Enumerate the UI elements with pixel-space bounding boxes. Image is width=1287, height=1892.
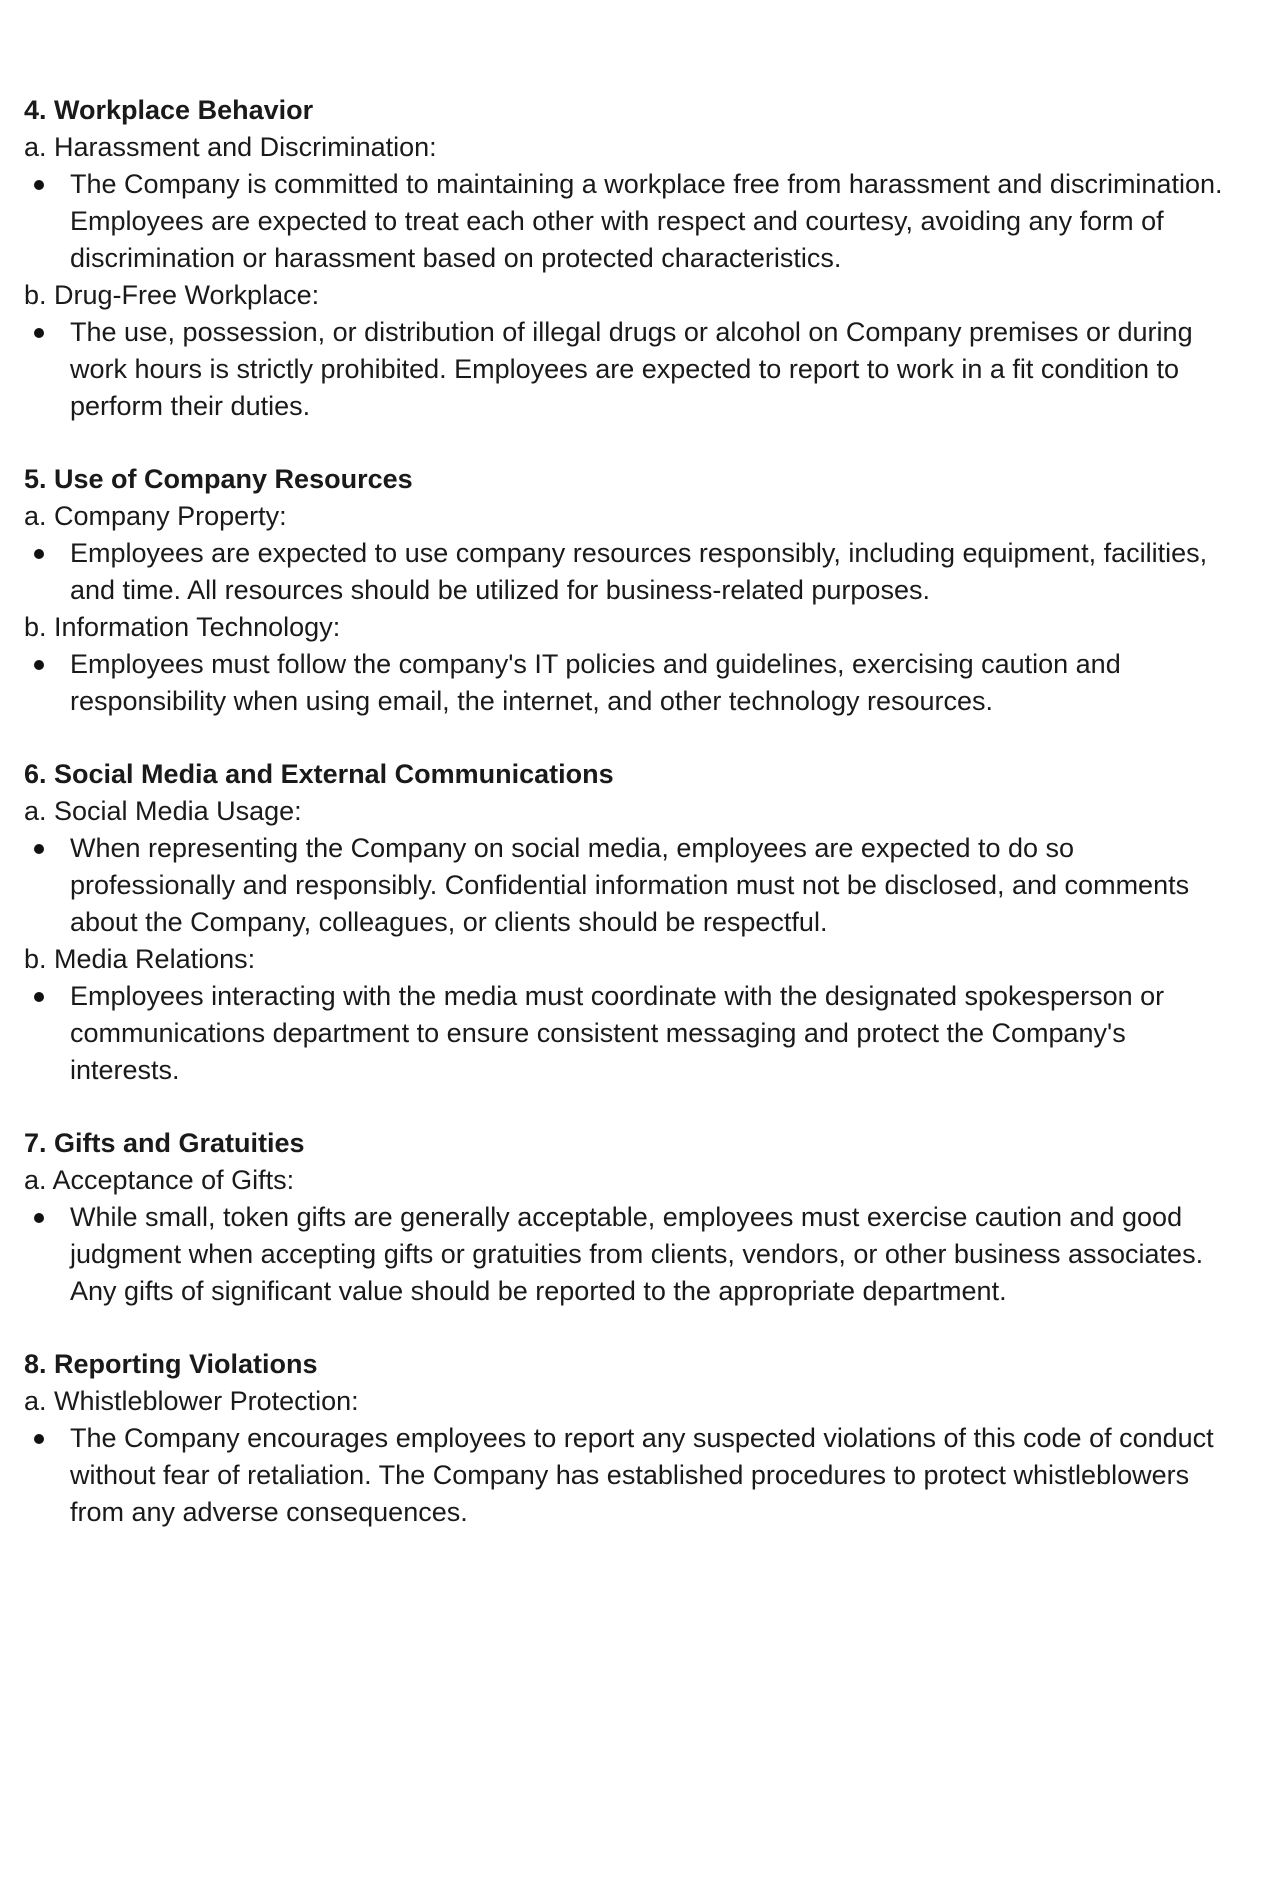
bullet-text: Employees are expected to use company resources responsibly, including equipment, facilities, and time. All resources should be utilized for business-related purposes.: [70, 538, 1208, 605]
subsection-label: a. Whistleblower Protection:: [24, 1386, 359, 1416]
section-workplace-behavior: [24, 92, 1244, 425]
section-heading: 8. Reporting Violations: [24, 1349, 318, 1379]
bullet-dot-icon: [34, 549, 44, 559]
bullet-text: The Company encourages employees to report any suspected violations of this code of conduct without fear of retaliation. The Company has established procedures to protect whistleblowers from any adverse consequences.: [70, 1423, 1214, 1527]
bullet-dot-icon: [34, 660, 44, 670]
bullet-text: Employees interacting with the media must coordinate with the designated spokesperson or communications department to ensure consistent messaging and protect the Company's interests.: [70, 981, 1165, 1085]
subsection-label: a. Acceptance of Gifts:: [24, 1165, 295, 1195]
bullet-item: [24, 166, 1230, 277]
subsection-label: a. Social Media Usage:: [24, 796, 302, 826]
section-heading: 5. Use of Company Resources: [24, 464, 413, 494]
bullet-text: The Company is committed to maintaining a workplace free from harassment and discrimination. Employees are expected to treat each other with respect and courtesy, avoiding any form of discrimination or harassment based on protected characteristics.: [70, 169, 1223, 273]
document-page: [24, 92, 1244, 1567]
bullet-item: [24, 314, 1230, 425]
subsection-label: b. Information Technology:: [24, 612, 341, 642]
section-heading: 6. Social Media and External Communications: [24, 759, 614, 789]
bullet-dot-icon: [34, 992, 44, 1002]
section-heading: 7. Gifts and Gratuities: [24, 1128, 305, 1158]
subsection-label: a. Harassment and Discrimination:: [24, 132, 437, 162]
section-heading: 4. Workplace Behavior: [24, 95, 314, 125]
section-gifts-and-gratuities: [24, 1125, 1244, 1310]
section-social-media: [24, 756, 1244, 1089]
bullet-dot-icon: [34, 1213, 44, 1223]
bullet-item: [24, 535, 1230, 609]
bullet-text: While small, token gifts are generally acceptable, employees must exercise caution and good judgment when accepting gifts or gratuities from clients, vendors, or other business associates. Any gifts of significant value should be reported to the appropriate department.: [70, 1202, 1204, 1306]
bullet-item: [24, 646, 1230, 720]
bullet-text: When representing the Company on social media, employees are expected to do so professionally and responsibly. Confidential information must not be disclosed, and comments about the Company, colleagues, or clients should be respectful.: [70, 833, 1190, 937]
bullet-text: The use, possession, or distribution of illegal drugs or alcohol on Company premises or during work hours is strictly prohibited. Employees are expected to report to work in a fit condition to perform their duties.: [70, 317, 1193, 421]
bullet-text: Employees must follow the company's IT policies and guidelines, exercising caution and responsibility when using email, the internet, and other technology resources.: [70, 649, 1121, 716]
subsection-label: a. Company Property:: [24, 501, 287, 531]
subsection-label: b. Drug-Free Workplace:: [24, 280, 320, 310]
section-use-of-company-resources: [24, 461, 1244, 720]
bullet-dot-icon: [34, 1434, 44, 1444]
bullet-dot-icon: [34, 328, 44, 338]
bullet-item: [24, 830, 1230, 941]
subsection-label: b. Media Relations:: [24, 944, 256, 974]
bullet-item: [24, 1199, 1230, 1310]
bullet-dot-icon: [34, 844, 44, 854]
bullet-item: [24, 978, 1230, 1089]
section-reporting-violations: [24, 1346, 1244, 1531]
bullet-dot-icon: [34, 180, 44, 190]
bullet-item: [24, 1420, 1230, 1531]
